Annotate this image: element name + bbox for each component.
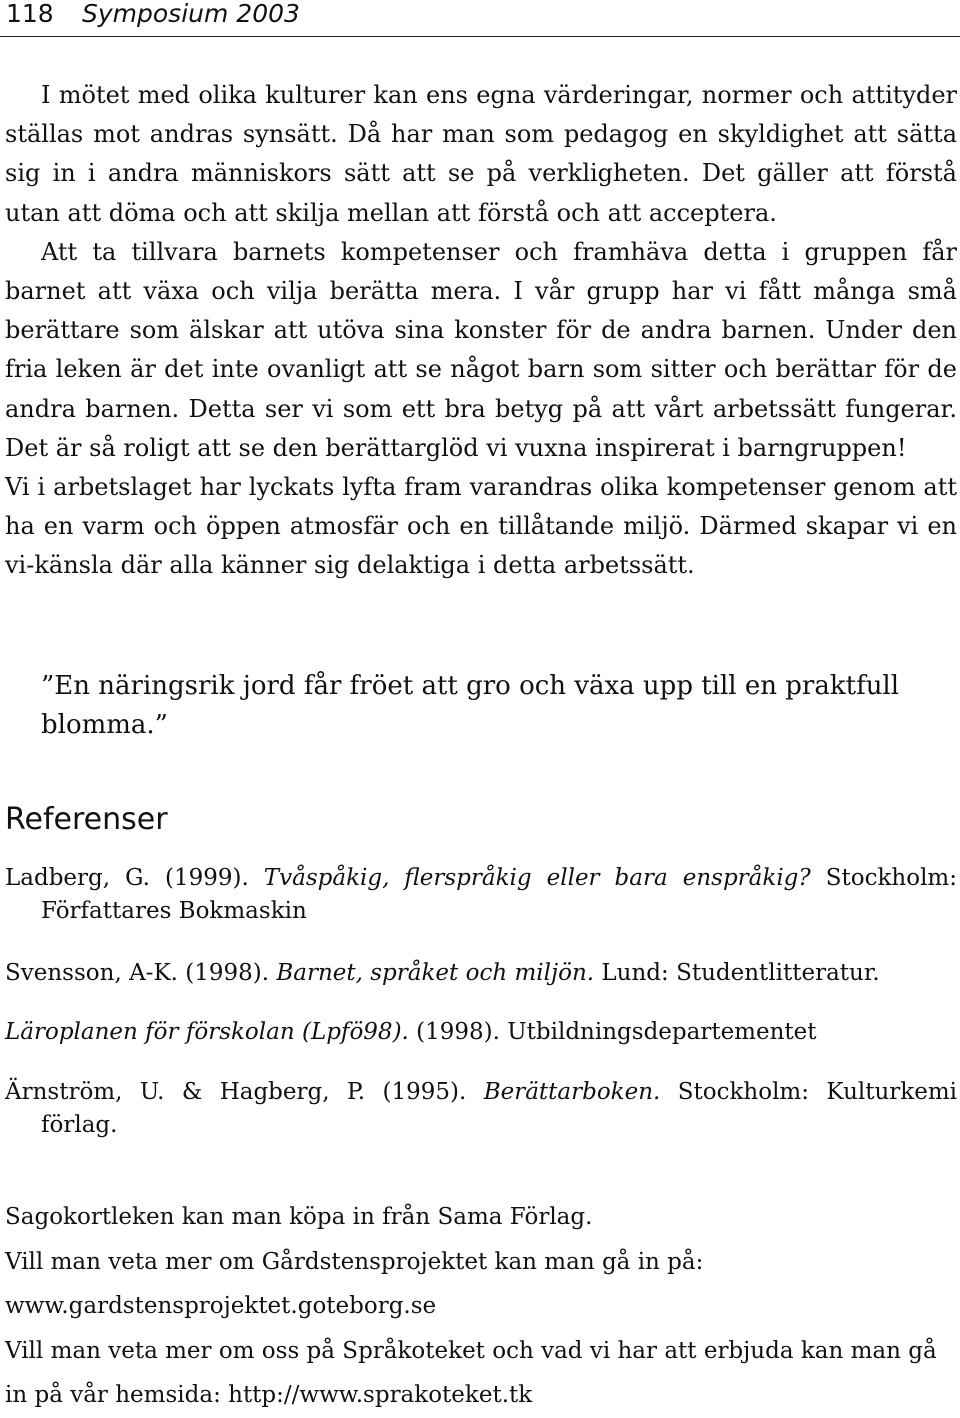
running-title: Symposium 2003 xyxy=(82,0,300,28)
reference-publisher: Lund: Studentlitteratur. xyxy=(594,960,880,986)
reference-title: Tvåspåkig, flerspråkig eller bara enspråkig? xyxy=(263,865,811,891)
body-text xyxy=(5,76,957,586)
reference-title: Berättarboken. xyxy=(483,1079,661,1105)
reference-title: Läroplanen för förskolan (Lpfö98). xyxy=(5,1019,409,1045)
reference-title: Barnet, språket och miljön. xyxy=(276,960,595,986)
reference-item xyxy=(5,862,957,928)
running-header xyxy=(0,0,960,37)
reference-publisher: Stockholm: Kulturkemi förlag. xyxy=(41,1079,957,1138)
page-number: 118 xyxy=(6,0,54,28)
quote: ”En näringsrik jord får fröet att gro och växa upp till en praktfull blomma.” xyxy=(41,671,900,740)
note-project-intro: Vill man veta mer om Gårdstensprojektet kan man gå in på: xyxy=(5,1248,704,1275)
reference-authors: Ladberg, G. (1999). xyxy=(5,865,264,891)
note-publisher: Sagokortleken kan man köpa in från Sama Förlag. xyxy=(5,1204,593,1230)
note-sprakoteket-intro: Vill man veta mer om oss på Språkoteket och vad vi har att erbjuda kan man gå xyxy=(5,1337,937,1364)
reference-publisher: Stockholm: Författares Bokmaskin xyxy=(41,865,957,924)
paragraph-2: Att ta tillvara barnets kompetenser och framhäva detta i gruppen får barnet att växa och vilja berätta mera. I vår grupp har vi fått många små berättare som älskar att utöva sina konster för de andra barnen. Under den fria leken är det inte ovanligt att se något barn som sitter och berättar för de andra barnen. Detta ser vi som ett bra betyg på att vårt arbetssätt fungerar. Det är så roligt att se den berättarglöd vi vuxna inspirerat i barngruppen! xyxy=(5,237,957,462)
reference-item xyxy=(5,957,957,990)
note-project-url: www.gardstensprojektet.goteborg.se xyxy=(5,1293,437,1319)
reference-authors: Svensson, A-K. (1998). xyxy=(5,960,277,986)
note-sprakoteket-url: in på vår hemsida: http://www.sprakoteket.tk xyxy=(5,1382,533,1408)
references-heading: Referenser xyxy=(5,802,168,837)
reference-publisher: (1998). Utbildningsdepartementet xyxy=(408,1019,817,1045)
reference-item xyxy=(5,1016,957,1049)
reference-item xyxy=(5,1076,957,1142)
closing-notes xyxy=(5,1195,957,1418)
paragraph-3: Vi i arbetslaget har lyckats lyfta fram varandras olika kompetenser genom att ha en varm och öppen atmosfär och en tillåtande miljö. Därmed skapar vi en vi-känsla där alla känner sig delaktiga i detta arbetssätt. xyxy=(5,473,957,580)
paragraph-1: I mötet med olika kulturer kan ens egna värderingar, normer och attityder ställas mot andras synsätt. Då har man som pedagog en skyldighet att sätta sig in i andra människors sätt att se på verkligheten. Det gäller att förstå utan att döma och att skilja mellan att förstå och att acceptera. xyxy=(5,81,957,227)
reference-authors: Ärnström, U. & Hagberg, P. (1995). xyxy=(5,1079,484,1105)
